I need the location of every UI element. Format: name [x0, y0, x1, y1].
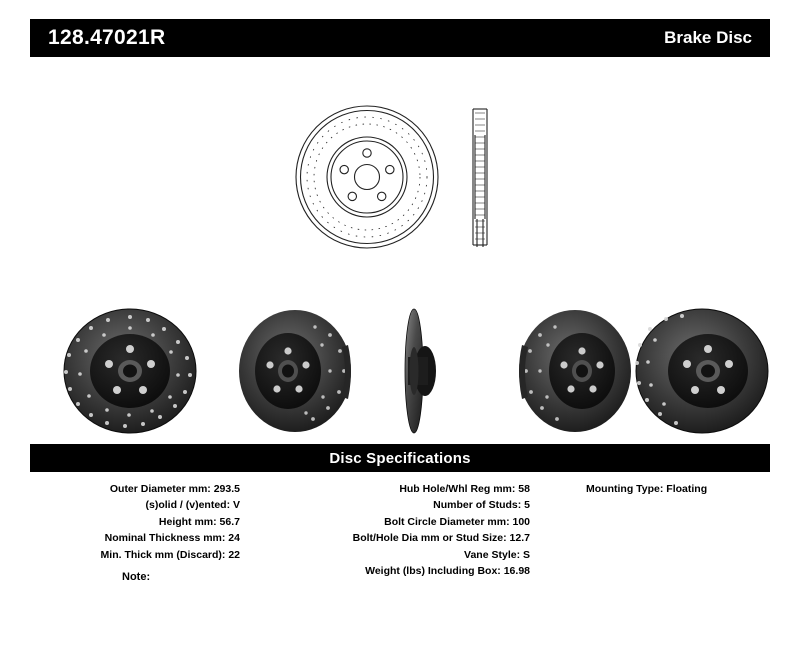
rotor-view-three-quarter-right — [519, 310, 631, 432]
spec-column-right — [538, 481, 770, 579]
rotor-line-drawing — [295, 95, 515, 275]
spec-column-left — [30, 481, 248, 579]
spec-row: Bolt/Hole Dia mm or Stud Size: 12.7 — [352, 532, 530, 545]
spec-row: Height mm: 56.7 — [158, 515, 240, 528]
spec-row: Bolt Circle Diameter mm: 100 — [384, 515, 530, 528]
spec-row: Outer Diameter mm: 293.5 — [109, 483, 240, 495]
rotor-photo-row — [30, 305, 770, 435]
spec-row: Nominal Thickness mm: 24 — [104, 532, 240, 545]
spec-row: Hub Hole/Whl Reg mm: 58 — [399, 483, 530, 495]
rotor-photo-set — [30, 305, 770, 435]
spec-row: Min. Thick mm (Discard): 22 — [100, 548, 240, 561]
spec-columns — [30, 472, 770, 579]
note-label: Note: — [122, 571, 151, 583]
top-technical-drawing-group — [295, 95, 515, 275]
rotor-view-drilled-front-right — [635, 309, 768, 433]
spec-row: (s)olid / (v)ented: V — [145, 499, 240, 512]
spec-title: Disc Specifications — [30, 444, 770, 472]
part-number: 128.47021R — [48, 26, 166, 49]
spec-row: Weight (lbs) Including Box: 16.98 — [365, 565, 530, 578]
spec-row: Vane Style: S — [464, 548, 530, 561]
header-bar — [30, 19, 770, 57]
rotor-view-drilled-front — [64, 309, 196, 433]
document-type-label: Brake Disc — [664, 28, 752, 47]
rotor-view-three-quarter-left — [239, 310, 351, 432]
spec-row: Mounting Type: Floating — [586, 483, 708, 495]
rotor-view-edge-on — [405, 309, 436, 433]
spec-column-middle — [248, 481, 538, 579]
disc-specifications-panel — [30, 444, 770, 579]
spec-row: Number of Studs: 5 — [433, 499, 530, 512]
